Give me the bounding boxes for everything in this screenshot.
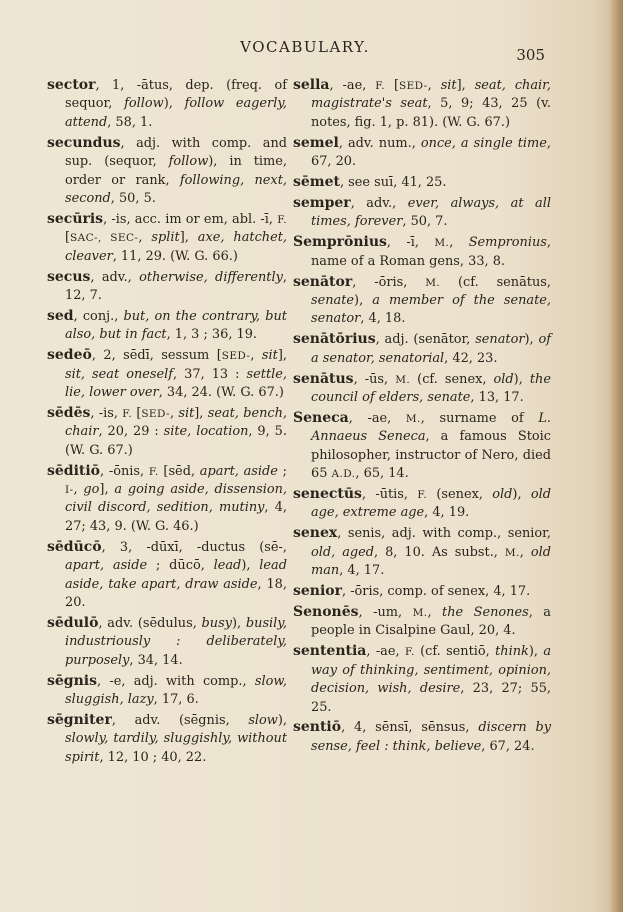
vocab-entry xyxy=(293,370,551,408)
entry-text: ], xyxy=(456,78,475,93)
entry-text: , -ī, xyxy=(386,235,435,251)
entry-text: lead xyxy=(213,558,242,574)
entry-text: M. xyxy=(405,412,421,425)
headword: sella xyxy=(293,77,330,93)
entry-text: , 42, 23. xyxy=(444,350,498,366)
vocab-entry xyxy=(47,462,287,537)
entry-text: , surname of xyxy=(420,410,539,426)
entry-text: sit, seat oneself xyxy=(65,366,174,382)
vocab-entry xyxy=(293,524,551,580)
entry-text: , 23, 27; 55, 25. xyxy=(311,681,551,715)
entry-text: , 65, 14. xyxy=(355,466,409,482)
entry-text: settle, lie, lower over xyxy=(65,366,287,400)
entry-text: ), xyxy=(232,615,246,631)
headword: secūris xyxy=(47,210,104,227)
entry-text: , 17, 6. xyxy=(153,692,199,707)
headword: sedeō xyxy=(47,347,92,364)
entry-text: ], xyxy=(179,230,198,246)
entry-text: seat, chair, magistrate's seat xyxy=(311,78,552,112)
headword: secundus xyxy=(47,134,121,151)
entry-text: (senex, xyxy=(427,487,493,503)
entry-text: , 34, 14. xyxy=(129,652,183,668)
entry-text: otherwise, differently xyxy=(139,269,283,285)
entry-text: , -ōris, comp. of senex, 4, 17. xyxy=(342,584,531,600)
entry-text: [ xyxy=(385,78,400,93)
vocab-entry xyxy=(293,233,551,271)
entry-text: , adv. num., xyxy=(338,135,421,151)
vocab-entry xyxy=(47,346,287,402)
entry-text: , -ūtis, xyxy=(361,487,418,503)
entry-text: , 5, 9; 43, 25 (v. notes, fig. 1, p. 81). (W. G. 67.) xyxy=(311,96,551,130)
right-column xyxy=(293,76,551,758)
entry-text: old, aged xyxy=(311,544,375,560)
entry-text: ), in time, order or rank, xyxy=(65,154,287,188)
entry-text: , 34, 24. (W. G. 67.) xyxy=(158,385,284,400)
headword: sēmet xyxy=(293,174,340,191)
entry-text: , 18, 20. xyxy=(65,576,287,610)
vocab-entry xyxy=(293,194,551,232)
entry-text: , 4, 18. xyxy=(360,311,406,327)
entry-text: , -ae, xyxy=(329,78,376,93)
entry-text: apart, aside xyxy=(65,558,148,574)
vocab-entry xyxy=(293,273,551,329)
entry-text: , 4, 17. xyxy=(339,563,385,579)
entry-text: follow xyxy=(168,154,209,170)
headword: Senonēs xyxy=(293,603,359,620)
entry-text: old age, extreme age xyxy=(311,487,551,521)
vocab-entry xyxy=(47,210,287,266)
entry-text: site, location xyxy=(163,424,249,440)
headword: sed xyxy=(47,307,74,324)
entry-text: , 12, 7. xyxy=(65,269,287,303)
headword: sēdēs xyxy=(47,404,91,421)
entry-text: SAC-, SEC- xyxy=(70,232,139,245)
vocab-entry xyxy=(293,134,551,172)
vocab-entry xyxy=(47,134,287,209)
headword: semel xyxy=(293,134,339,151)
entry-text: , 20, 29 : xyxy=(98,424,164,440)
entry-text: , 4, 19. xyxy=(424,505,470,521)
entry-text: ), xyxy=(163,96,185,112)
vocab-entry xyxy=(293,330,551,368)
entry-text: a way of thinking, sentiment, opinion, decision, wish, desire xyxy=(311,644,551,697)
entry-text: M. xyxy=(395,373,411,386)
vocab-entry xyxy=(47,614,287,670)
entry-text: , name of a Roman gens, 33, 8. xyxy=(311,235,551,269)
entry-text: , 37, 13 : xyxy=(173,366,247,382)
entry-text: , xyxy=(519,544,531,560)
entry-text: , 4, 27; 43, 9. (W. G. 46.) xyxy=(65,500,288,534)
entry-text: ), xyxy=(513,371,530,387)
entry-text: busy xyxy=(201,615,232,631)
entry-text: a member of the senate, senator xyxy=(311,292,551,327)
headword: sēditiō xyxy=(47,462,101,479)
headword: sēdūcō xyxy=(47,538,102,555)
entry-text: , 4, sēnsī, sēnsus, xyxy=(341,720,479,736)
entry-text: , 12, 10 ; 40, 22. xyxy=(99,749,207,765)
entry-text: ], xyxy=(194,405,208,421)
entry-text: , xyxy=(427,78,441,93)
entry-text: follow eagerly, attend xyxy=(65,96,287,130)
headword: semper xyxy=(293,194,351,211)
entry-text: , 9, 5. (W. G. 67.) xyxy=(65,424,287,458)
entry-text: SED- xyxy=(221,350,251,363)
entry-text: seat, bench, chair xyxy=(65,405,287,440)
entry-text: F. xyxy=(148,465,159,478)
entry-text: , -ōris, xyxy=(352,274,426,290)
headword: sentiō xyxy=(293,719,342,736)
entry-text: SED- xyxy=(141,407,170,420)
entry-text: , 8, 10. As subst., xyxy=(374,544,505,560)
entry-text: slow xyxy=(248,712,278,728)
entry-text: , 50, 7. xyxy=(402,214,448,230)
headword: Seneca xyxy=(293,409,349,426)
entry-text: ), xyxy=(512,487,531,503)
headword: sententia xyxy=(293,643,367,660)
entry-text: ; xyxy=(277,463,287,479)
headword: sēdulō xyxy=(47,614,99,631)
entry-text: , 1, 3 ; 36, 19. xyxy=(166,327,258,343)
headword: senātōrius xyxy=(293,331,376,348)
headword: senex xyxy=(293,525,338,542)
entry-text: , see suī, 41, 25. xyxy=(339,175,447,191)
vocab-entry xyxy=(293,76,551,132)
entry-text: (cf. senātus, xyxy=(440,274,551,290)
entry-text: (cf. senex, xyxy=(410,371,494,387)
vocab-entry xyxy=(293,173,551,192)
entry-text: senator xyxy=(475,332,525,348)
entry-text: , 67, 24. xyxy=(481,738,535,754)
vocab-entry xyxy=(293,718,551,756)
entry-text: slowly, tardily, sluggishly, without spirit xyxy=(65,731,287,765)
entry-text: ever, always, at all times, forever xyxy=(311,195,551,230)
vocab-entry xyxy=(47,307,287,345)
entry-text: , xyxy=(427,604,443,620)
entry-text: go xyxy=(83,482,100,498)
entry-text: think xyxy=(495,644,529,660)
entry-text: A.D. xyxy=(331,468,356,481)
headword: senior xyxy=(293,583,342,600)
entry-text: , 50, 5. xyxy=(110,190,156,206)
entry-text: , xyxy=(138,230,152,246)
entry-text: slow, sluggish, lazy xyxy=(65,673,287,707)
entry-text: , a people in Cisalpine Gaul, 20, 4. xyxy=(311,604,551,639)
entry-text: , a famous Stoic philosopher, instructor of Nero, died 65 xyxy=(311,429,551,482)
entry-text: the council of elders, senate xyxy=(311,371,551,405)
vocab-entry xyxy=(293,642,551,717)
entry-text: following, next, second xyxy=(65,172,287,206)
entry-text: old xyxy=(493,371,514,387)
entry-text: , adv. (sēdulus, xyxy=(98,615,202,631)
entry-text: , xyxy=(73,482,84,498)
entry-text: , adj. (senātor, xyxy=(375,332,476,348)
entry-text: [ xyxy=(65,230,71,246)
entry-text: , adv., xyxy=(90,269,140,285)
headword: sector xyxy=(47,77,96,93)
entry-text: F. xyxy=(122,407,133,420)
entry-text: old xyxy=(492,487,513,503)
vocab-entry xyxy=(293,409,551,484)
headword: senātor xyxy=(293,273,353,290)
entry-text: , -ūs, xyxy=(353,371,396,387)
entry-text: ], xyxy=(99,482,115,498)
headword: Semprōnius xyxy=(293,234,387,251)
entry-text: a going aside, dissension, civil discord, sedition, mutiny xyxy=(65,482,287,516)
entry-text: , senis, adj. with comp., senior, xyxy=(337,526,551,542)
page-number: 305 xyxy=(516,46,545,64)
entry-text: , -ae, xyxy=(366,644,405,660)
headword: secus xyxy=(47,268,91,285)
entry-text: , 13, 17. xyxy=(470,390,524,405)
entry-text: senate xyxy=(311,292,355,308)
vocab-entry xyxy=(293,603,551,641)
entry-text: [ xyxy=(132,405,142,421)
entry-text: axe, hatchet, cleaver xyxy=(65,230,287,264)
entry-text: sit xyxy=(178,405,195,421)
headword: sēgniter xyxy=(47,711,112,728)
entry-text: , 11, 29. (W. G. 66.) xyxy=(112,248,238,264)
entry-text: F. xyxy=(404,646,415,659)
vocab-entry xyxy=(47,404,287,460)
entry-text: ], xyxy=(277,348,287,364)
entry-text: of a senator, senatorial xyxy=(311,332,552,366)
headword: senectūs xyxy=(293,486,362,503)
entry-text: , -ōnis, xyxy=(100,463,149,479)
entry-text: F. xyxy=(375,80,386,92)
page-edge xyxy=(609,0,623,912)
entry-text: , adv., xyxy=(350,195,408,211)
entry-text: follow xyxy=(124,96,164,112)
vocab-entry xyxy=(293,582,551,601)
entry-text: sit xyxy=(261,348,278,364)
entry-text: discern by sense, feel : think, believe xyxy=(311,720,551,754)
vocab-entry xyxy=(47,538,287,613)
entry-text: L. Annaeus Seneca xyxy=(311,410,552,445)
entry-text: Sempronius xyxy=(468,235,547,251)
entry-text: , -e, adj. with comp., xyxy=(96,673,255,689)
entry-text: , xyxy=(449,235,469,251)
entry-text: , 1, -ātus, dep. (freq. of sequor, xyxy=(65,78,287,112)
headword: senātus xyxy=(293,370,354,387)
entry-text: , 67, 20. xyxy=(311,135,552,170)
vocab-entry xyxy=(47,268,287,306)
entry-text: ; dūcō, xyxy=(147,558,214,574)
entry-text: SED- xyxy=(399,80,428,92)
entry-text: , -ae, xyxy=(348,410,406,426)
headword: sēgnis xyxy=(47,672,97,689)
entry-text: M. xyxy=(504,546,520,559)
vocab-entry xyxy=(47,672,287,710)
entry-text: F. xyxy=(277,213,287,226)
entry-text: ), xyxy=(524,332,539,348)
entry-text: (cf. sentiō, xyxy=(414,644,496,660)
entry-text: ), xyxy=(241,558,260,574)
entry-text: apart, aside xyxy=(199,463,278,479)
entry-text: , 2, sēdī, sessum [ xyxy=(91,348,222,364)
entry-text: M. xyxy=(425,276,441,289)
entry-text: sit xyxy=(440,78,457,93)
entry-text: the Senones xyxy=(442,604,529,620)
entry-text: ), xyxy=(528,644,544,660)
entry-text: , conj., xyxy=(73,308,124,324)
entry-text: , xyxy=(169,405,179,421)
entry-text: [sēd, xyxy=(158,463,200,479)
left-column xyxy=(47,76,287,769)
entry-text: busily, industriously : deliberately, purposely xyxy=(65,615,287,668)
entry-text: M. xyxy=(412,606,428,619)
entry-text: , -is, xyxy=(90,405,123,421)
vocab-entry xyxy=(47,711,287,767)
running-header: VOCABULARY. xyxy=(240,38,370,56)
entry-text: once, a single time xyxy=(420,135,547,151)
entry-text: split xyxy=(151,230,180,246)
entry-text: , 3, -dūxī, -ductus (sē-, xyxy=(101,539,287,555)
entry-text: ), xyxy=(277,712,287,728)
vocab-entry xyxy=(293,485,551,523)
entry-text: , adv. (sēgnis, xyxy=(111,712,249,728)
entry-text: I- xyxy=(65,484,74,497)
entry-text: F. xyxy=(417,489,428,502)
entry-text: old man xyxy=(311,544,551,579)
vocab-entry xyxy=(47,76,287,132)
entry-text: but, on the contrary, but also, but in fact xyxy=(65,308,287,343)
entry-text: , -um, xyxy=(358,604,413,620)
entry-text: , -is, acc. im or em, abl. -ī, xyxy=(103,211,278,227)
entry-text: , 58, 1. xyxy=(107,114,153,130)
entry-text: M. xyxy=(434,237,450,250)
entry-text: lead aside, take apart, draw aside xyxy=(65,558,287,592)
entry-text: , adj. with comp. and sup. (sequor, xyxy=(65,135,287,170)
entry-text: , xyxy=(250,348,262,364)
entry-text: ), xyxy=(354,292,373,308)
